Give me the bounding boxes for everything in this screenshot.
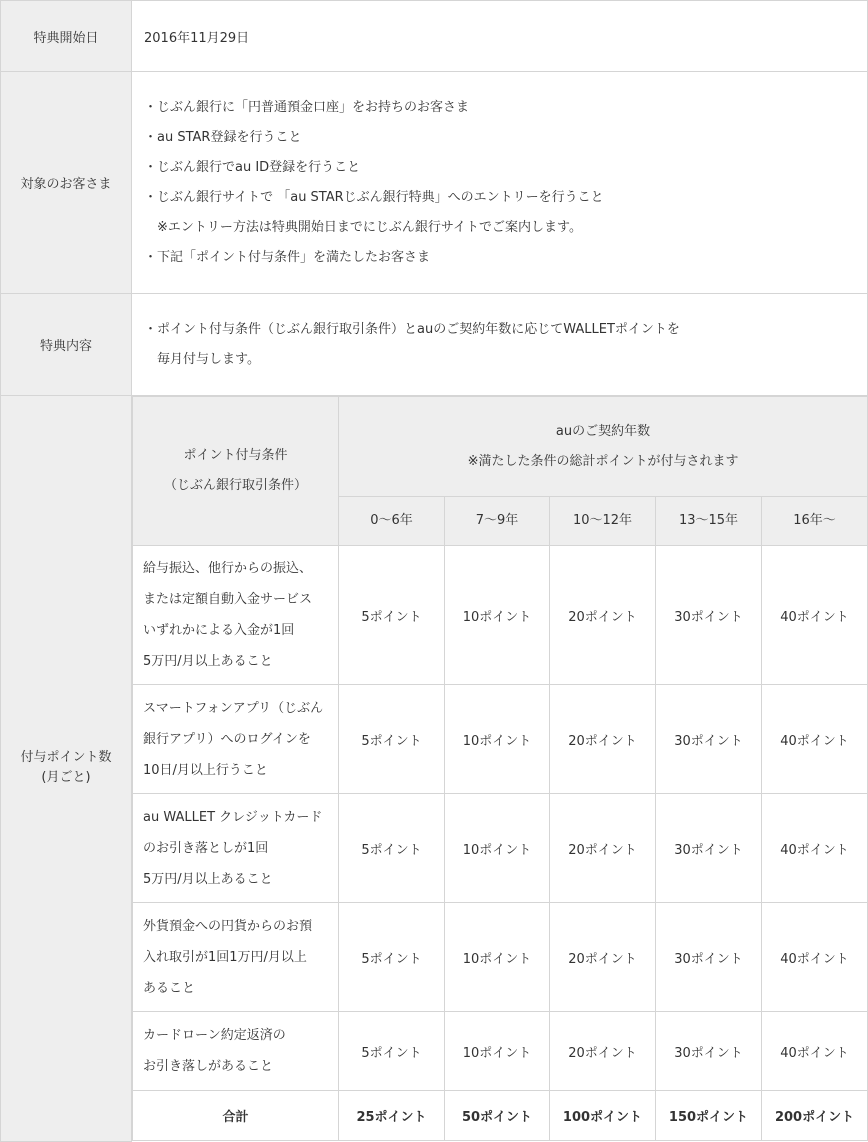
points-value: 20ポイント	[550, 546, 656, 685]
points-value: 10ポイント	[445, 903, 550, 1012]
condition-line: au WALLET クレジットカード	[143, 809, 323, 825]
points-value: 40ポイント	[762, 903, 868, 1012]
list-item: ・au STAR登録を行うこと	[144, 129, 302, 145]
target-customers-list	[132, 72, 868, 294]
condition-line: または定額自動入金サービス	[143, 592, 313, 607]
points-value: 5ポイント	[339, 794, 445, 903]
points-label	[1, 396, 132, 1142]
points-value: 30ポイント	[656, 685, 762, 794]
condition-row	[133, 794, 868, 903]
points-value: 30ポイント	[656, 1012, 762, 1091]
points-value: 5ポイント	[339, 1012, 445, 1091]
points-value: 40ポイント	[762, 546, 868, 685]
points-value: 30ポイント	[656, 794, 762, 903]
benefit-content-label: 特典内容	[1, 294, 132, 396]
condition-line: 銀行アプリ）へのログインを	[143, 731, 311, 747]
condition-row	[133, 1012, 868, 1091]
benefit-content-row	[1, 294, 868, 396]
target-customers-row	[1, 72, 868, 294]
total-row	[133, 1091, 868, 1141]
condition-line: 5万円/月以上あること	[143, 871, 273, 887]
content-line: ・ポイント付与条件（じぶん銀行取引条件）とauのご契約年数に応じてWALLETポイントを	[144, 321, 680, 337]
condition-line: 外貨預金への円貨からのお預	[143, 918, 313, 934]
conditions-header	[133, 397, 339, 546]
total-value: 50ポイント	[445, 1091, 550, 1141]
points-value: 40ポイント	[762, 794, 868, 903]
matrix-header-row	[133, 397, 868, 497]
list-item: ・じぶん銀行でau ID登録を行うこと	[144, 159, 361, 175]
list-item: ※エントリー方法は特典開始日までにじぶん銀行サイトでご案内します。	[144, 219, 582, 235]
points-matrix	[132, 396, 868, 1141]
conditions-header-line: （じぶん銀行取引条件）	[163, 478, 307, 493]
condition-line: あること	[143, 980, 196, 996]
year-column-header: 7〜9年	[445, 497, 550, 546]
condition-text	[133, 685, 339, 794]
condition-line: 給与振込、他行からの振込、	[143, 561, 313, 576]
years-header-line: auのご契約年数	[555, 423, 651, 439]
years-header-line: ※満たした条件の総計ポイントが付与されます	[467, 453, 739, 469]
points-value: 40ポイント	[762, 685, 868, 794]
condition-line: 5万円/月以上あること	[143, 654, 273, 669]
total-value: 200ポイント	[762, 1091, 868, 1141]
points-value: 10ポイント	[445, 794, 550, 903]
condition-text	[133, 1012, 339, 1091]
condition-row	[133, 685, 868, 794]
total-value: 100ポイント	[550, 1091, 656, 1141]
points-value: 20ポイント	[550, 1012, 656, 1091]
points-matrix-cell	[132, 396, 868, 1142]
year-column-header: 16年〜	[762, 497, 868, 546]
points-value: 30ポイント	[656, 903, 762, 1012]
list-item: ・じぶん銀行サイトで 「au STARじぶん銀行特典」へのエントリーを行うこと	[144, 189, 604, 205]
condition-line: いずれかによる入金が1回	[143, 623, 295, 638]
benefit-content-text	[132, 294, 868, 396]
condition-row	[133, 903, 868, 1012]
condition-line: お引き落しがあること	[143, 1059, 274, 1074]
condition-text	[133, 903, 339, 1012]
points-label-line: (月ごと)	[41, 770, 91, 786]
points-value: 5ポイント	[339, 546, 445, 685]
total-value: 150ポイント	[656, 1091, 762, 1141]
points-value: 30ポイント	[656, 546, 762, 685]
target-customers-label: 対象のお客さま	[1, 72, 132, 294]
start-date-value: 2016年11月29日	[132, 1, 868, 72]
content-line: 毎月付与します。	[144, 351, 260, 367]
points-value: 5ポイント	[339, 685, 445, 794]
points-value: 20ポイント	[550, 903, 656, 1012]
points-value: 20ポイント	[550, 685, 656, 794]
year-column-header: 0〜6年	[339, 497, 445, 546]
condition-line: スマートフォンアプリ（じぶん	[143, 700, 324, 716]
year-column-header: 13〜15年	[656, 497, 762, 546]
condition-text	[133, 546, 339, 685]
points-value: 5ポイント	[339, 903, 445, 1012]
list-item: ・下記「ポイント付与条件」を満たしたお客さま	[144, 249, 431, 265]
points-label-line: 付与ポイント数	[20, 750, 112, 766]
year-column-header: 10〜12年	[550, 497, 656, 546]
start-date-label: 特典開始日	[1, 1, 132, 72]
total-label: 合計	[133, 1091, 339, 1141]
total-value: 25ポイント	[339, 1091, 445, 1141]
points-value: 10ポイント	[445, 546, 550, 685]
start-date-row	[1, 1, 868, 72]
points-value: 40ポイント	[762, 1012, 868, 1091]
points-value: 10ポイント	[445, 685, 550, 794]
years-header	[339, 397, 868, 497]
condition-line: カードローン約定返済の	[143, 1028, 286, 1043]
condition-row	[133, 546, 868, 685]
condition-line: 10日/月以上行うこと	[143, 762, 268, 778]
list-item: ・じぶん銀行に「円普通預金口座」をお持ちのお客さま	[144, 99, 470, 115]
conditions-header-line: ポイント付与条件	[183, 448, 288, 463]
condition-line: のお引き落としが1回	[143, 840, 269, 856]
points-row	[1, 396, 868, 1142]
points-value: 10ポイント	[445, 1012, 550, 1091]
points-value: 20ポイント	[550, 794, 656, 903]
condition-line: 入れ取引が1回1万円/月以上	[143, 949, 307, 965]
condition-text	[133, 794, 339, 903]
